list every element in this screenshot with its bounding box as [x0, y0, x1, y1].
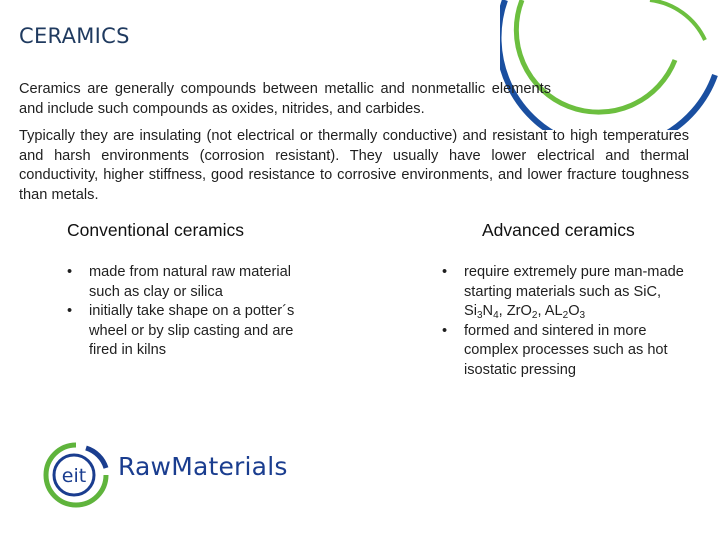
logo-wordmark: RawMaterials: [118, 452, 288, 481]
list-item: [65, 302, 320, 361]
advanced-heading: Advanced ceramics: [482, 220, 635, 240]
eit-logo-icon: [36, 440, 116, 510]
bullet-dot: •: [442, 322, 448, 339]
list-item: [440, 263, 692, 322]
advanced-list: [440, 263, 692, 380]
logo-badge-text: eit: [61, 465, 87, 487]
bullet-dot: •: [67, 264, 73, 280]
list-item-text: formed and sintered in more complex processes such as hot isostatic pressing: [464, 322, 668, 378]
bullet-dot: •: [67, 303, 73, 319]
list-item-text: require extremely pure man-made starting materials such as SiC, $Si_3N_4$, ZrO$_2$, $AL_2O_3$: [464, 264, 684, 321]
conventional-heading: Conventional ceramics: [67, 220, 245, 240]
slide-title: CERAMICS: [19, 24, 130, 48]
list-item-text: made from natural raw material such as clay or silica: [89, 264, 291, 300]
conventional-list: [65, 263, 320, 361]
list-item: [65, 263, 320, 302]
properties-paragraph: Typically they are insulating (not electrical or thermally conductive) and resistant to high temperatures and harsh environments (corrosion resistant). They usually have lower electrical and thermal conductivity, higher stiffness, good resistance to corrosive environments, and lower fracture toughness than metals.: [19, 128, 689, 203]
list-item: [440, 322, 692, 381]
intro-paragraph: Ceramics are generally compounds between metallic and nonmetallic elements and include such compounds as oxides, nitrides, and carbides.: [19, 81, 551, 117]
list-item-text: initially take shape on a potter´s wheel or by slip casting and are fired in kilns: [89, 303, 295, 358]
bullet-dot: •: [442, 264, 448, 280]
